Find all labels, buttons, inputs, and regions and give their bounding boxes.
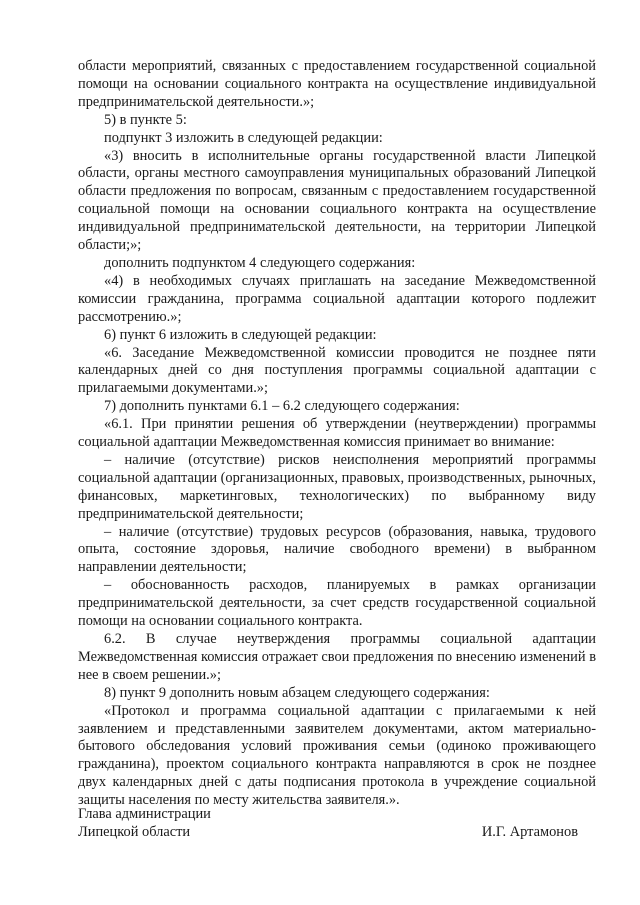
paragraph-5: дополнить подпунктом 4 следующего содержания: [104, 254, 416, 271]
paragraph-13: – обоснованность расходов, планируемых в рамках организации предпринимательской деятельности, за счет средств государственной социальной помощи на основании социального контракта. [78, 577, 596, 630]
paragraph-8: «6. Заседание Межведомственной комиссии проводится не позднее пяти календарных дней со дня поступления программы социальной адаптации с прилагаемыми документами.»; [78, 344, 596, 397]
paragraph-12: – наличие (отсутствие) трудовых ресурсов (образования, навыка, трудового опыта, состояние здоровья, наличие свободного времени) в выбранном направлении деятельности; [78, 523, 596, 576]
paragraph-7: 6) пункт 6 изложить в следующей редакции: [104, 326, 377, 343]
document-body [78, 58, 596, 810]
paragraph-15: 8) пункт 9 дополнить новым абзацем следующего содержания: [104, 684, 490, 701]
paragraph-3: подпункт 3 изложить в следующей редакции: [104, 129, 383, 146]
signature-name: И.Г. Артамонов [481, 823, 578, 840]
paragraph-2: 5) в пункте 5: [104, 111, 187, 128]
paragraph-10: «6.1. При принятии решения об утверждении (неутверждении) программы социальной адаптации Межведомственная комиссия принимает во внимание: [78, 416, 596, 451]
paragraph-9: 7) дополнить пунктами 6.1 – 6.2 следующего содержания: [104, 398, 460, 415]
paragraph-11: – наличие (отсутствие) рисков неисполнения мероприятий программы социальной адаптации (организационных, правовых, производственных, рыночных, финансовых, маркетинговых, технологических) по выбранному виду предпринимательской деятельности; [78, 451, 596, 522]
paragraph-6: «4) в необходимых случаях приглашать на заседание Межведомственной комиссии гражданина, программа социальной адаптации которого подлежит рассмотрению.»; [78, 272, 596, 325]
paragraph-4: «3) вносить в исполнительные органы государственной власти Липецкой области, органы местного самоуправления муниципальных образований Липецкой области предложения по вопросам, связанным с предоставлением государственной социальной помощи на основании социального контракта на осуществление индивидуальной предпринимательской деятельности, на территории Липецкой области;»; [78, 147, 596, 254]
signature-position-line1: Глава администрации [78, 806, 211, 822]
signature-block [78, 806, 596, 842]
paragraph-1: области мероприятий, связанных с предоставлением государственной социальной помощи на основании социального контракта на осуществление индивидуальной предпринимательской деятельности.»; [78, 58, 596, 110]
paragraph-16: «Протокол и программа социальной адаптации с прилагаемыми к ней заявлением и представленными заявителем документами, актом материально-бытового обследования условий проживания семьи (одиноко проживающего гражданина), проектом социального контракта направляются в срок не позднее двух календарных дней с даты подписания протокола в учреждение социальной защиты населения по месту жительства заявителя.». [78, 702, 596, 809]
signature-position-line2: Липецкой области [78, 823, 191, 840]
paragraph-14: 6.2. В случае неутверждения программы социальной адаптации Межведомственная комиссия отражает свои предложения по внесению изменений в нее в своем решении.»; [78, 631, 596, 683]
